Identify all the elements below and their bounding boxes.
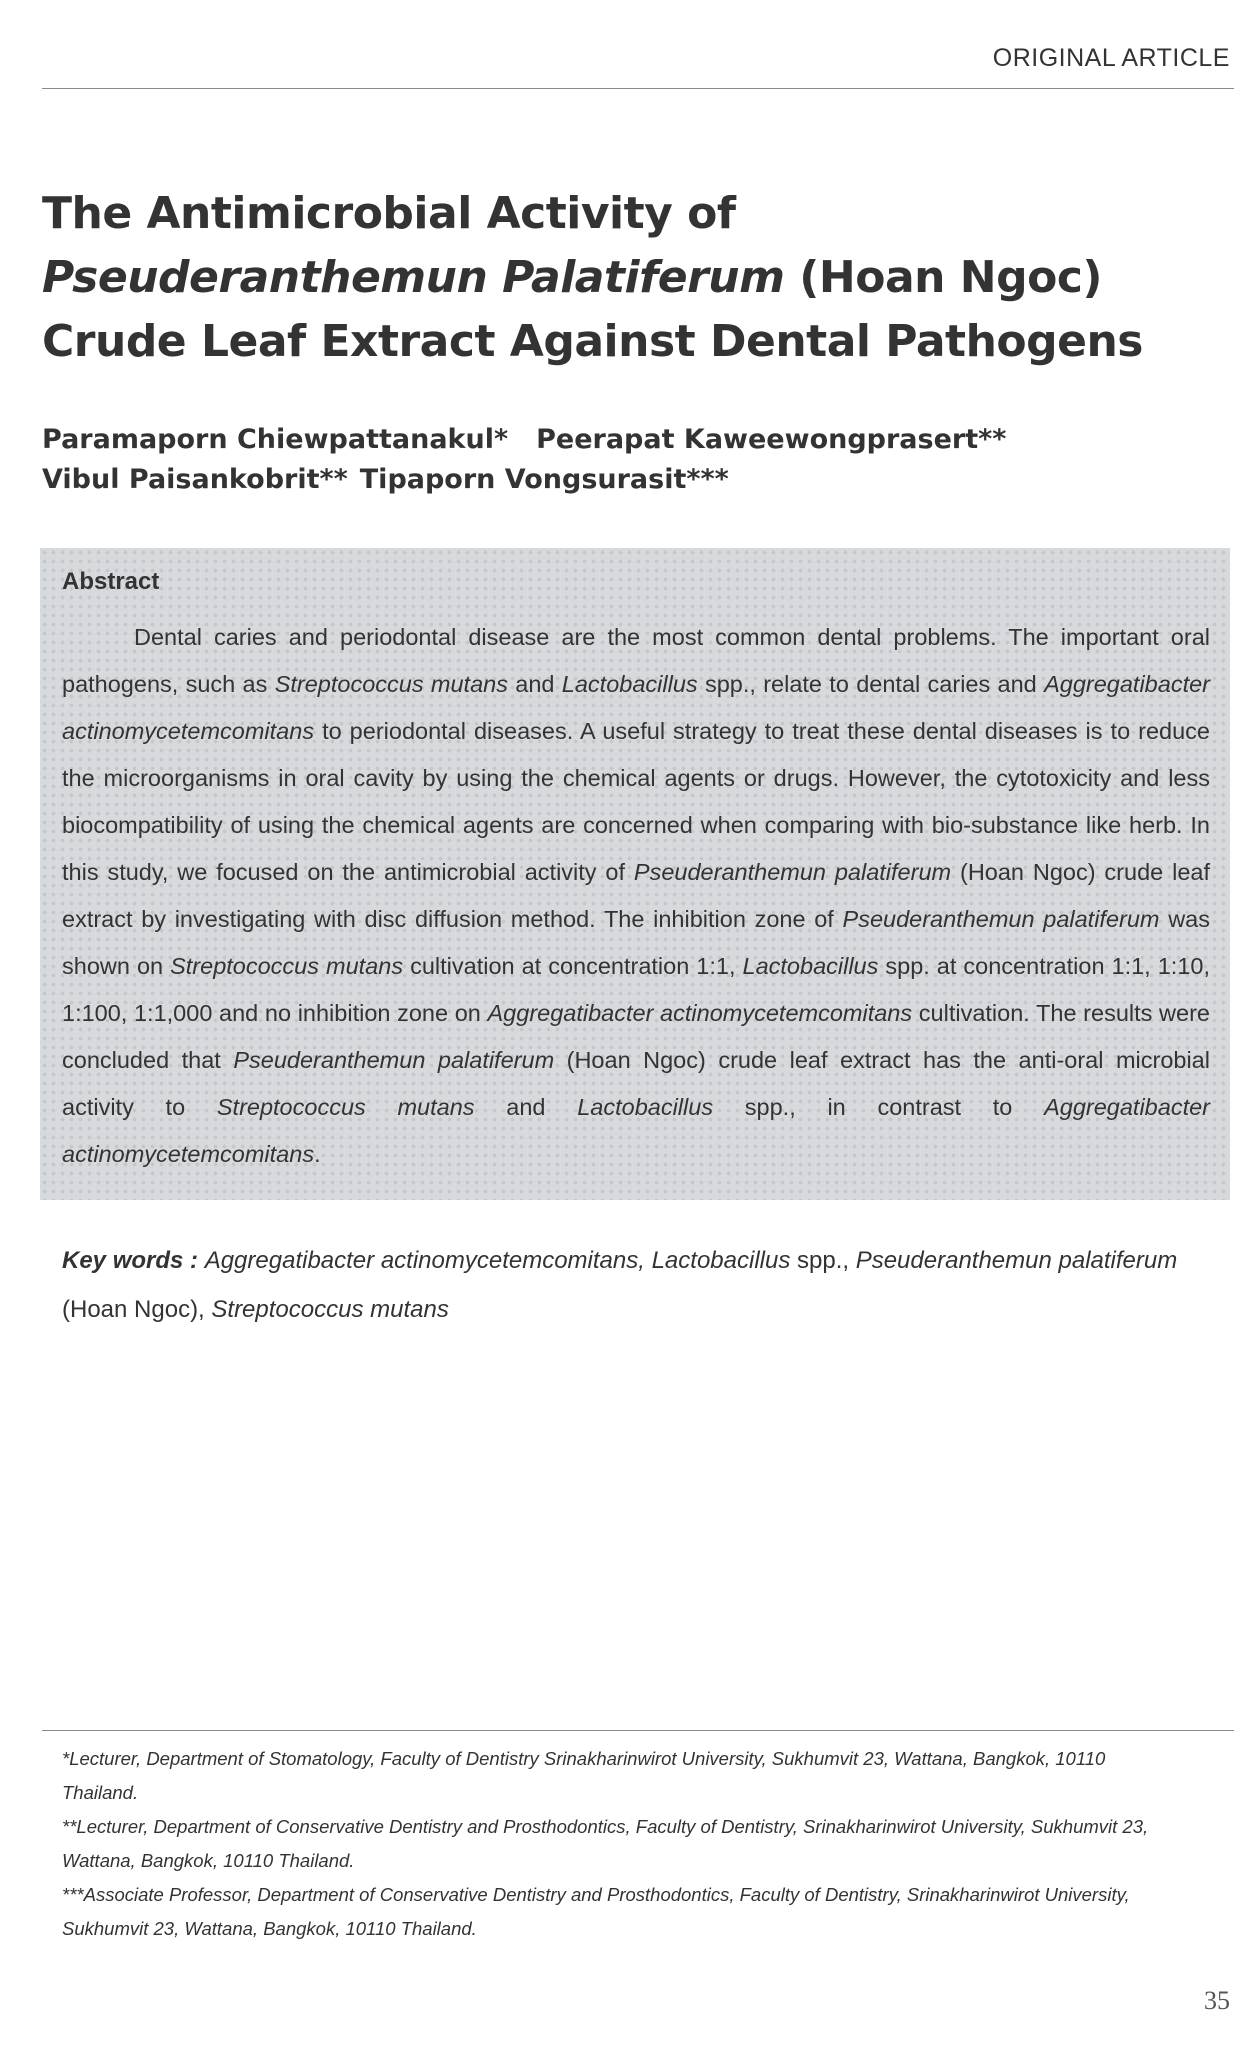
header-divider bbox=[42, 88, 1234, 89]
abstract-italic-run: Streptococcus mutans bbox=[216, 1094, 475, 1120]
abstract-italic-run: Pseuderanthemun palatiferum bbox=[233, 1047, 555, 1073]
abstract-text-run: to periodontal diseases. A useful strategy to treat these dental diseases is to reduce the microorganisms in oral cavity by using the chemical agents or drugs. However, the cytotoxicity and less biocompatibility of using the chemical agents are concerned when comparing with bio-substance like herb. In this study, we focused on the antimicrobial activity of bbox=[62, 718, 1210, 885]
abstract-italic-run: Pseuderanthemun palatiferum bbox=[633, 859, 952, 885]
abstract-text-run: . bbox=[314, 1141, 321, 1167]
abstract-italic-run: Lactobacillus bbox=[561, 671, 698, 697]
footnote-2: **Lecturer, Department of Conservative Dentistry and Prosthodontics, Faculty of Dentistry, Srinakharinwirot University, Sukhumvit 23, Wattana, Bangkok, 10110 Thailand. bbox=[62, 1816, 1149, 1871]
abstract-text-run: and bbox=[474, 1094, 578, 1120]
title-part-1: The Antimicrobial Activity of bbox=[42, 188, 736, 239]
footnote-1: *Lecturer, Department of Stomatology, Faculty of Dentistry Srinakharinwirot University, Sukhumvit 23, Wattana, Bangkok, 10110 Thailand. bbox=[62, 1748, 1106, 1803]
abstract-italic-run: Streptococcus mutans bbox=[170, 953, 404, 979]
abstract-italic-run: Aggregatibacter actinomycetemcomitans bbox=[487, 1000, 913, 1026]
abstract-text-run: cultivation. The results were concluded that bbox=[62, 1000, 1210, 1073]
abstract-text-run: Dental caries and periodontal disease are the most common dental problems. The important oral pathogens, such as bbox=[62, 624, 1210, 697]
footnote-divider bbox=[42, 1730, 1234, 1731]
abstract-text-run: was shown on bbox=[62, 906, 1210, 979]
abstract-box bbox=[40, 548, 1230, 1200]
title-part-2: (Hoan Ngoc) Crude Leaf Extract Against Dental Pathogens bbox=[42, 252, 1143, 367]
keywords-text-run: (Hoan Ngoc), bbox=[62, 1296, 212, 1323]
abstract-text-run: (Hoan Ngoc) crude leaf extract has the anti-oral microbial activity to bbox=[62, 1047, 1210, 1120]
page-number: 35 bbox=[1204, 1986, 1230, 2015]
author-line-1 bbox=[42, 420, 1142, 460]
abstract-text bbox=[62, 614, 1210, 1178]
keywords-italic-run: Streptococcus mutans bbox=[211, 1296, 449, 1323]
abstract-italic-run: Aggregatibacter actinomycetemcomitans bbox=[62, 671, 1210, 744]
abstract-italic-run: Aggregatibacter actinomycetemcomitans bbox=[62, 1094, 1210, 1167]
abstract-italic-run: Streptococcus mutans bbox=[274, 671, 508, 697]
abstract-text-run: spp., in contrast to bbox=[713, 1094, 1045, 1120]
author-2: Peerapat Kaweewongprasert** bbox=[536, 424, 1007, 455]
author-list bbox=[42, 420, 1142, 500]
abstract-italic-run: Lactobacillus bbox=[577, 1094, 714, 1120]
abstract-text-run: spp. at concentration 1:1, 1:10, 1:100, 1:1,000 and no inhibition zone on bbox=[62, 953, 1210, 1026]
abstract-text-run: and bbox=[507, 671, 562, 697]
footnotes bbox=[62, 1742, 1182, 1946]
keywords bbox=[62, 1236, 1182, 1334]
abstract-italic-run: Pseuderanthemun palatiferum bbox=[842, 906, 1160, 932]
keywords-text-run: spp., bbox=[790, 1247, 856, 1274]
title-species-name: Pseuderanthemun Palatiferum bbox=[42, 252, 785, 303]
abstract-text-run: spp., relate to dental caries and bbox=[697, 671, 1045, 697]
abstract-heading: Abstract bbox=[62, 568, 160, 595]
abstract-italic-run: Lactobacillus bbox=[742, 953, 879, 979]
footnote-3: ***Associate Professor, Department of Conservative Dentistry and Prosthodontics, Faculty of Dentistry, Srinakharinwirot University, Sukhumvit 23, Wattana, Bangkok, 10110 Thailand. bbox=[62, 1884, 1130, 1939]
author-3: Vibul Paisankobrit** bbox=[42, 464, 348, 495]
abstract-text-run: cultivation at concentration 1:1, bbox=[403, 953, 743, 979]
author-1: Paramaporn Chiewpattanakul* bbox=[42, 424, 509, 455]
keywords-italic-run: Pseuderanthemun palatiferum bbox=[855, 1247, 1178, 1274]
abstract-text-run: (Hoan Ngoc) crude leaf extract by investigating with disc diffusion method. The inhibition zone of bbox=[62, 859, 1210, 932]
article-title bbox=[42, 182, 1192, 374]
section-label: ORIGINAL ARTICLE bbox=[992, 44, 1230, 72]
author-line-2 bbox=[42, 460, 1142, 500]
author-4: Tipaporn Vongsurasit*** bbox=[359, 464, 729, 495]
keywords-label: Key words : bbox=[62, 1247, 199, 1274]
keywords-italic-run: Aggregatibacter actinomycetemcomitans, Lactobacillus bbox=[204, 1247, 791, 1274]
